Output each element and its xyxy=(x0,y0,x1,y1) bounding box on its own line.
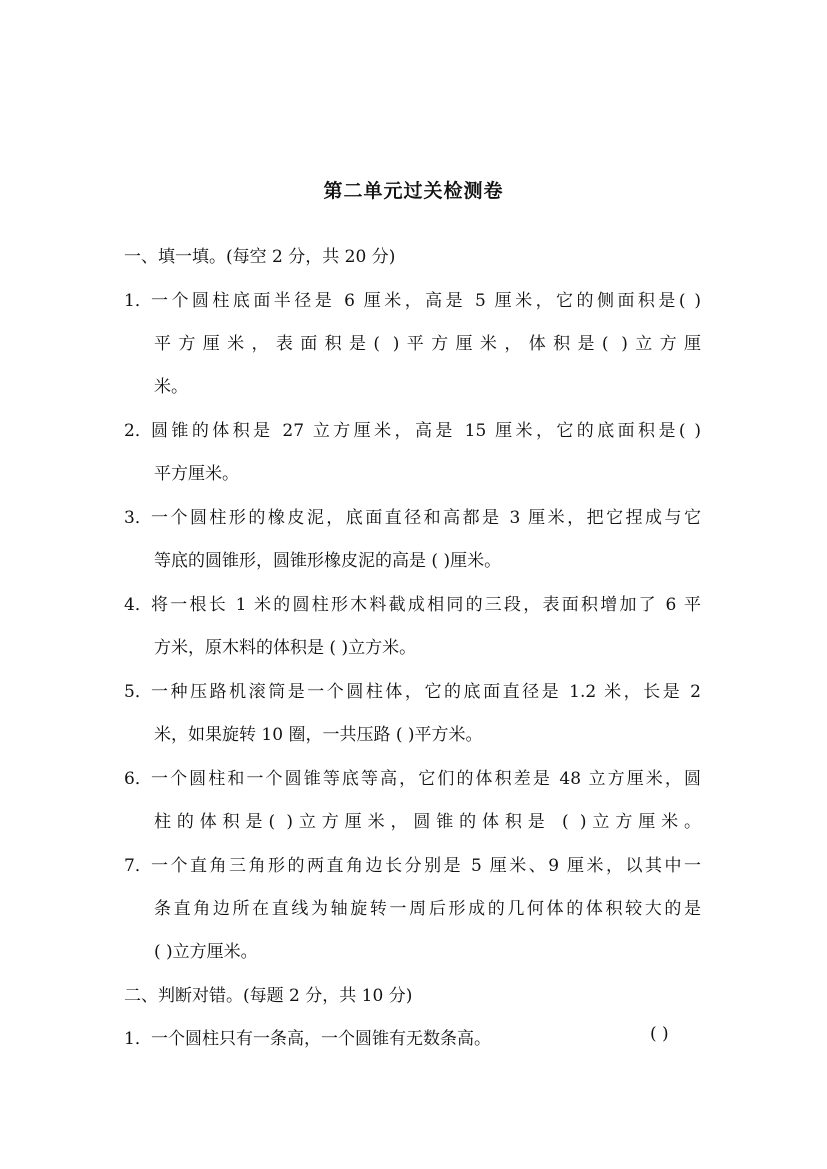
question-3-number: 3． xyxy=(124,508,152,528)
question-4-line-1: 将一根长 1 米的圆柱形木料截成相同的三段，表面积增加了 6 平 xyxy=(151,595,701,615)
question-6-line-2: 柱的体积是( )立方厘米，圆锥的体积是 ( )立方厘米。 xyxy=(154,812,701,832)
question-5-line-2: 米，如果旋转 10 圈，一共压路 ( )平方米。 xyxy=(154,725,483,745)
section-2-heading: 二、判断对错。(每题 2 分，共 10 分) xyxy=(124,986,413,1006)
question-3-line-2: 等底的圆锥形，圆锥形橡皮泥的高是 ( )厘米。 xyxy=(154,551,502,571)
question-1-line-1: 一个圆柱底面半径是 6 厘米，高是 5 厘米，它的侧面积是( ) xyxy=(151,291,701,311)
question-1-line-2: 平方厘米，表面积是( )平方厘米，体积是( )立方厘 xyxy=(154,334,701,354)
judge-1-text: 一个圆柱只有一条高，一个圆锥有无数条高。 xyxy=(151,1029,491,1049)
section-1-heading: 一、填一填。(每空 2 分，共 20 分) xyxy=(124,247,396,267)
question-3-line-1: 一个圆柱形的橡皮泥，底面直径和高都是 3 厘米，把它捏成与它 xyxy=(151,508,701,528)
question-7-number: 7． xyxy=(124,856,152,876)
question-4-number: 4． xyxy=(124,595,152,615)
question-2-line-1: 圆锥的体积是 27 立方厘米，高是 15 厘米，它的底面积是( ) xyxy=(151,421,701,441)
question-6-line-1: 一个圆柱和一个圆锥等底等高，它们的体积差是 48 立方厘米，圆 xyxy=(151,769,701,789)
question-7-line-1: 一个直角三角形的两直角边长分别是 5 厘米、9 厘米，以其中一 xyxy=(151,856,701,876)
judge-1-number: 1． xyxy=(124,1029,152,1049)
question-6-number: 6． xyxy=(124,769,152,789)
question-4-line-2: 方米，原木料的体积是 ( )立方米。 xyxy=(154,638,417,658)
question-2-line-2: 平方厘米。 xyxy=(154,464,239,484)
question-5-number: 5． xyxy=(124,682,152,702)
question-2-number: 2． xyxy=(124,421,152,441)
question-7-line-2: 条直角边所在直线为轴旋转一周后形成的几何体的体积较大的是 xyxy=(154,899,701,919)
question-1-line-3: 米。 xyxy=(154,377,188,397)
page-title: 第二单元过关检测卷 xyxy=(323,180,504,202)
judge-1-answer-paren: ( ) xyxy=(650,1024,669,1044)
question-1-number: 1． xyxy=(124,291,152,311)
question-7-line-3: ( )立方厘米。 xyxy=(154,942,258,962)
question-5-line-1: 一种压路机滚筒是一个圆柱体，它的底面直径是 1.2 米，长是 2 xyxy=(151,682,701,702)
